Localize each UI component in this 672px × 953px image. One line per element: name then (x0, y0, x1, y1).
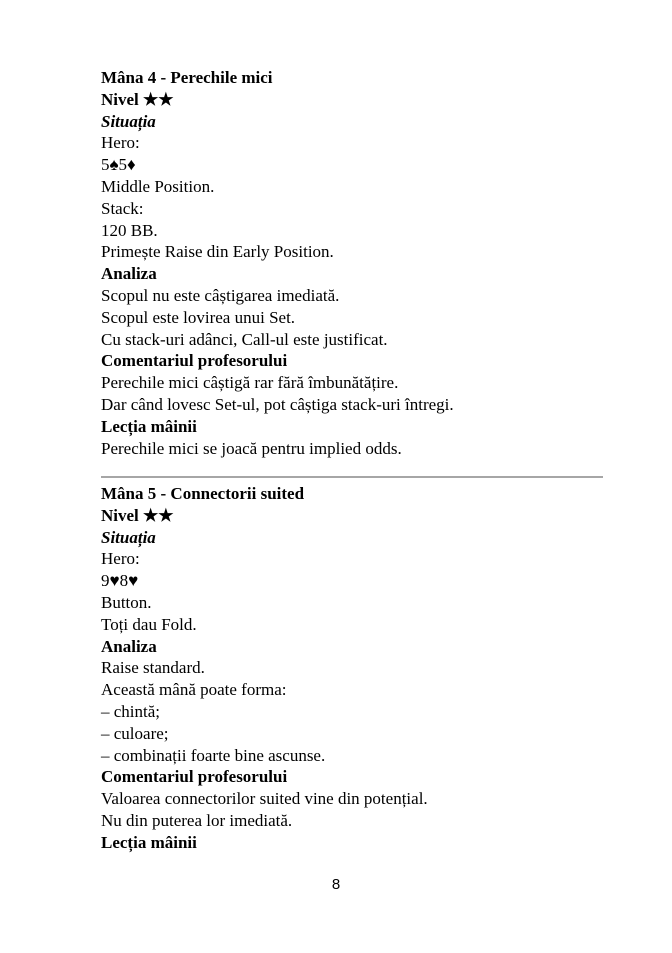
analysis-line: Scopul nu este câștigarea imediată. (101, 285, 340, 305)
lesson-heading: Lecția mâinii (101, 832, 197, 852)
hand-5-section (101, 483, 621, 854)
comment-heading: Comentariul profesorului (101, 351, 288, 371)
situation-line: Hero: (101, 133, 140, 153)
situation-line: 5♠5♦ (101, 155, 136, 175)
section-divider (101, 476, 603, 478)
situation-heading: Situația (101, 111, 156, 131)
comment-heading: Comentariul profesorului (101, 767, 288, 787)
situation-line: Stack: (101, 198, 144, 218)
comment-line: Perechile mici câștigă rar fără îmbunătățire. (101, 373, 399, 393)
situation-heading: Situația (101, 527, 156, 547)
analysis-heading: Analiza (101, 636, 157, 656)
situation-line: Hero: (101, 549, 140, 569)
analysis-line: Cu stack-uri adânci, Call-ul este justificat. (101, 329, 388, 349)
analysis-line: Raise standard. (101, 658, 205, 678)
comment-line: Dar când lovesc Set-ul, pot câștiga stack-uri întregi. (101, 394, 454, 414)
hand-title: Mâna 4 - Perechile mici (101, 68, 273, 87)
situation-line: Toți dau Fold. (101, 614, 197, 634)
difficulty-level: Nivel ★★ (101, 505, 174, 525)
analysis-line: – culoare; (101, 723, 169, 743)
comment-line: Nu din puterea lor imediată. (101, 810, 293, 830)
comment-line: Valoarea connectorilor suited vine din potențial. (101, 789, 428, 809)
situation-line: Middle Position. (101, 176, 215, 196)
analysis-heading: Analiza (101, 264, 157, 284)
difficulty-level: Nivel ★★ (101, 89, 174, 109)
analysis-line: Această mână poate forma: (101, 680, 287, 700)
analysis-line: – chintă; (101, 701, 161, 721)
situation-line: 120 BB. (101, 220, 158, 240)
page-number: 8 (331, 876, 341, 893)
analysis-line: – combinații foarte bine ascunse. (101, 745, 326, 765)
lesson-line: Perechile mici se joacă pentru implied odds. (101, 438, 402, 458)
situation-line: 9♥8♥ (101, 571, 139, 591)
analysis-line: Scopul este lovirea unui Set. (101, 307, 296, 327)
situation-line: Primește Raise din Early Position. (101, 242, 334, 262)
lesson-heading: Lecția mâinii (101, 416, 197, 436)
hand-title: Mâna 5 - Connectorii suited (101, 484, 305, 503)
hand-4-section (101, 67, 621, 459)
situation-line: Button. (101, 592, 152, 612)
